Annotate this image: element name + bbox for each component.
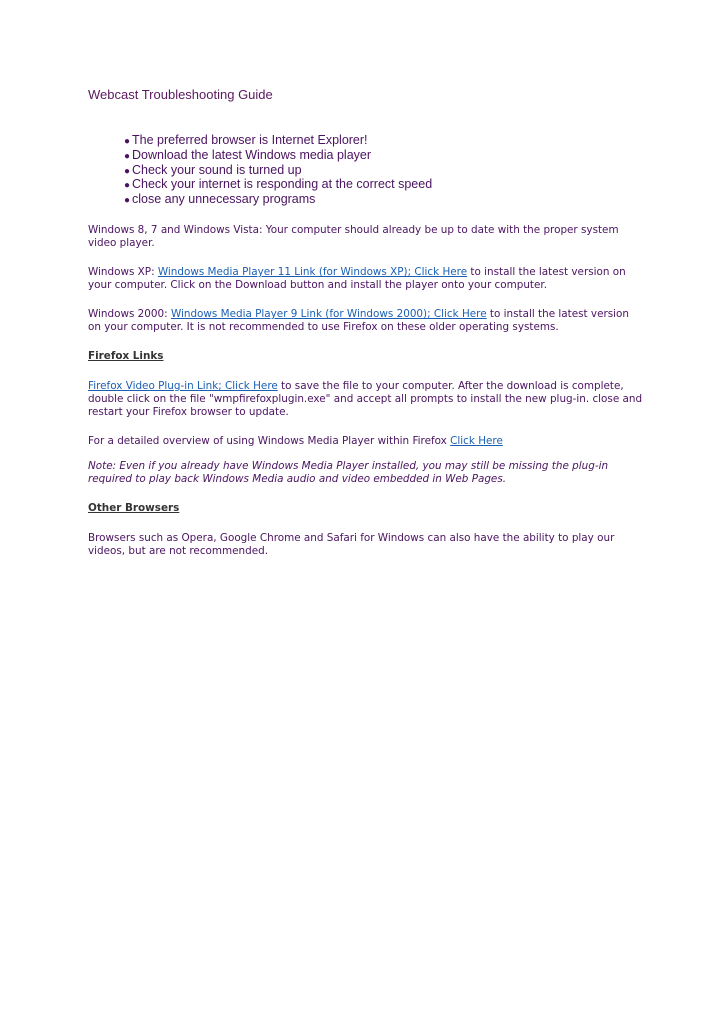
page-title: Webcast Troubleshooting Guide (88, 87, 273, 102)
other-browsers-heading: Other Browsers (88, 502, 180, 514)
note-paragraph: Note: Even if you already have Windows Media Player installed, you may still be missing the plug-in required to play back Windows Media audio and video embedded in Web Pages. (88, 460, 609, 485)
overview-prefix: For a detailed overview of using Windows Media Player within Firefox (88, 435, 451, 447)
vista-paragraph: Windows 8, 7 and Windows Vista: Your computer should already be up to date with the proper system video player. (88, 224, 619, 249)
bullet-icon: ● (124, 180, 131, 192)
w2000-prefix: Windows 2000: (88, 308, 171, 320)
bullet-icon: ● (124, 150, 131, 162)
tips-list (124, 133, 432, 207)
list-item-text: Check your internet is responding at the correct speed (132, 177, 433, 192)
wmp9-link[interactable]: Windows Media Player 9 Link (for Windows 2000); Click Here (170, 308, 487, 320)
xp-suffix: to install the latest version on your computer. Click on the Download button and install the player onto your computer. (88, 266, 626, 291)
bullet-icon: ● (124, 195, 131, 207)
firefox-plugin-link[interactable]: Firefox Video Plug-in Link; Click Here (88, 380, 278, 392)
xp-prefix: Windows XP: (88, 266, 158, 278)
wmp11-link[interactable]: Windows Media Player 11 Link (for Windows XP); Click Here (157, 266, 468, 278)
list-item-text: close any unnecessary programs (132, 192, 316, 207)
bullet-icon: ● (124, 165, 131, 177)
overview-link[interactable]: Click Here (450, 435, 503, 447)
list-item-text: Download the latest Windows media player (132, 147, 372, 162)
list-item (124, 163, 432, 178)
firefox-plugin-suffix: to save the file to your computer. After the download is complete, double click on the file "wmpfirefoxplugin.exe" and accept all prompts to install the new plug-in. close and restart your Firefox browser to update. (88, 380, 643, 418)
firefox-heading: Firefox Links (88, 350, 164, 362)
w2000-suffix: to install the latest version on your computer. It is not recommended to use Firefox on these older operating systems. (88, 308, 629, 333)
w2000-paragraph (88, 308, 644, 334)
list-item-text: The preferred browser is Internet Explorer! (132, 133, 368, 147)
firefox-plugin-paragraph (88, 380, 644, 418)
xp-paragraph (88, 266, 644, 292)
bullet-icon: ● (124, 136, 131, 147)
list-item (124, 192, 432, 207)
list-item (124, 133, 432, 148)
list-item (124, 177, 432, 192)
other-browsers-paragraph: Browsers such as Opera, Google Chrome and Safari for Windows can also have the ability to play our videos, but are not recommended. (88, 532, 615, 557)
list-item (124, 148, 432, 163)
overview-paragraph (88, 435, 644, 448)
list-item-text: Check your sound is turned up (132, 162, 302, 177)
